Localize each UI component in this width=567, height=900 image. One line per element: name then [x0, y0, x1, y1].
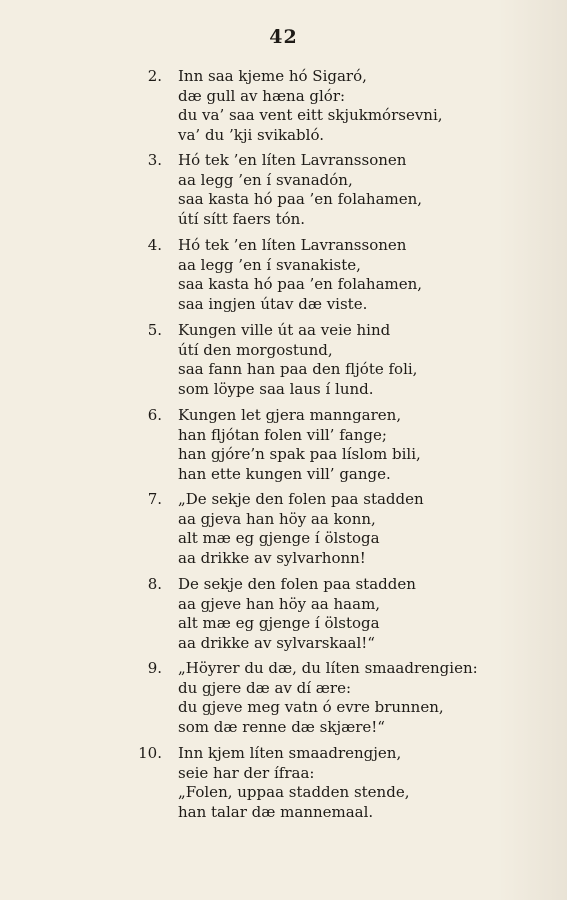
verse-line: Hó tek ’en líten Lavranssonen [178, 236, 407, 254]
verse-line: útí sítt faers tón. [178, 209, 306, 228]
verse-line: saa kasta hó paa ’en folahamen, [178, 275, 423, 293]
verse-line: Hó tek ’en líten Lavranssonen [178, 151, 407, 169]
verse-line: Kungen let gjera manngaren, [178, 406, 402, 424]
page-number: 42 [269, 26, 298, 48]
verse-line: Inn kjem líten smaadrengjen, [178, 744, 402, 762]
verse-line: Inn saa kjeme hó Sigaró, [178, 67, 367, 85]
verse-line: „Höyrer du dæ, du líten smaadrengien: [178, 659, 478, 677]
verse-line: han ette kungen vill’ gange. [178, 464, 391, 483]
verse-line: seie har der ífraa: [178, 763, 315, 782]
verse-line: aa gjeve han höy aa haam, [178, 594, 381, 613]
verse-line: som löype saa laus í lund. [178, 379, 374, 398]
verse-line: „De sekje den folen paa stadden [178, 490, 424, 508]
verse-line: som dæ renne dæ skjære!“ [178, 717, 385, 736]
stanza-number: 8. [147, 575, 162, 593]
verse-line: útí den morgostund, [178, 340, 333, 359]
stanza-number: 2. [147, 67, 162, 85]
verse-line: saa kasta hó paa ’en folahamen, [178, 190, 423, 208]
verse-line: De sekje den folen paa stadden [178, 575, 416, 593]
stanza-number: 7. [147, 490, 162, 508]
verse-line: han talar dæ mannemaal. [178, 802, 374, 821]
verse-line: Kungen ville út aa veie hind [178, 321, 391, 339]
stanza-number: 6. [147, 406, 162, 424]
verse-line: saa ingjen útav dæ viste. [178, 294, 368, 313]
verse-line: aa drikke av sylvarhonn! [178, 548, 366, 567]
verse-line: saa fann han paa den fljóte foli, [178, 360, 418, 378]
verse-line: va’ du ’kji svikabló. [178, 125, 324, 144]
stanza-number: 4. [147, 236, 162, 254]
verse-line: aa legg ’en í svanadón, [178, 170, 353, 189]
stanza-number: 5. [147, 321, 162, 339]
verse-line: han fljótan folen vill’ fange; [178, 425, 387, 444]
verse-line: alt mæ eg gjenge í ölstoga [178, 614, 380, 632]
verse-line: aa gjeva han höy aa konn, [178, 509, 376, 528]
show-through-shadow [497, 0, 567, 900]
verse-line: „Folen, uppaa stadden stende, [178, 783, 410, 801]
stanza-number: 10. [138, 744, 162, 762]
verse-line: du gjere dæ av dí ære: [178, 678, 351, 697]
verse-line: alt mæ eg gjenge í ölstoga [178, 529, 380, 547]
verse-line: du gjeve meg vatn ó evre brunnen, [178, 698, 444, 716]
stanza-number: 9. [147, 659, 162, 677]
verse-line: han gjóre’n spak paa líslom bili, [178, 445, 421, 463]
stanza-number: 3. [147, 151, 162, 169]
verse-line: aa legg ’en í svanakiste, [178, 255, 361, 274]
verse-line: dæ gull av hæna glór: [178, 86, 346, 105]
verse-line: aa drikke av sylvarskaal!“ [178, 633, 375, 652]
verse-line: du va’ saa vent eitt skjukmórsevni, [178, 106, 443, 124]
